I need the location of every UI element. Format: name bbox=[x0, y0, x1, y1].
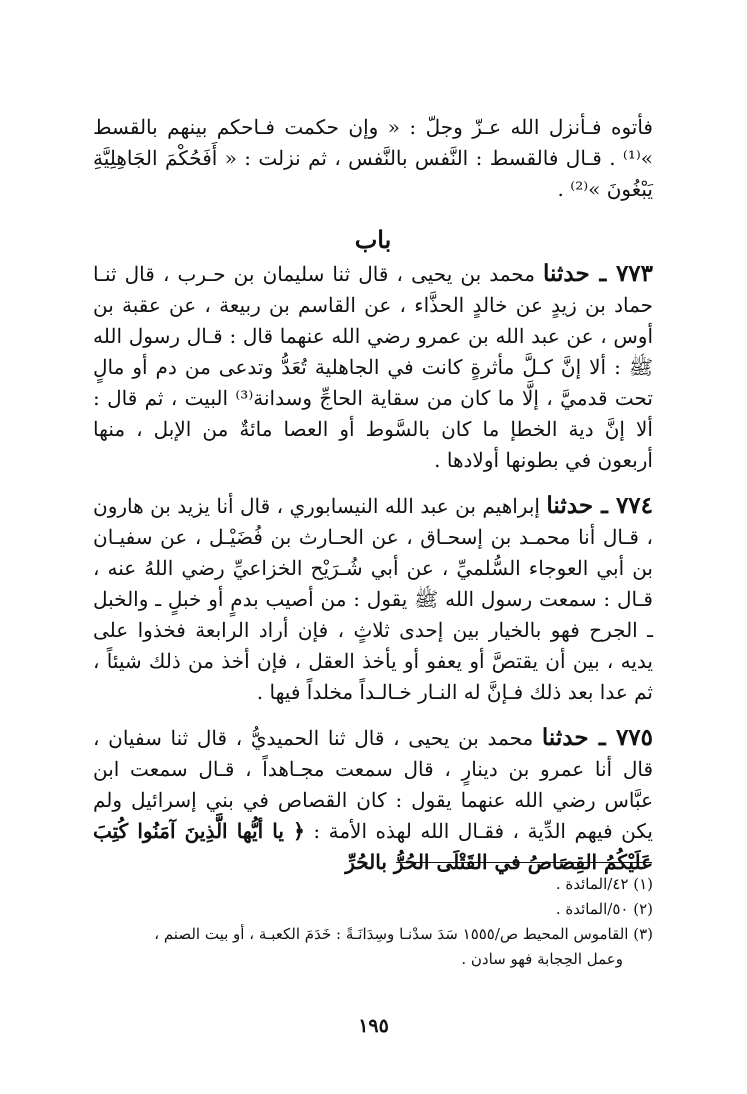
hadith-775-number: ٧٧٥ ـ حدثنا bbox=[541, 724, 653, 751]
hadith-774-text: إبراهيم بن عبد الله النيسابوري ، قال أنا يزيد بن هارون ، قـال أنا محمـد بن إسحـاق ، عن الحـارث بن فُضَيْـل ، عن سفيـان بن أبي العوجاء السُّلميِّ ، عن أبي شُـرَيْح الخزاعيِّ رضي اللهُ عنه ، قـال : سمعت رسول الله ﷺ يقول : من أصيب بدمٍ أو خبلٍ ـ والخبل ـ الجرح فهو بالخيار بين إحدى ثلاثٍ ، فإن أراد الرابعة فخذوا على يديه ، بين أن يقتصَّ أو يعفو أو يأخذ العقل ، فإن أخذ من ذلك شيئاً ، ثم عدا بعد ذلك فـإنَّ له النـار خـالـداً مخلداً فيها . bbox=[93, 494, 653, 704]
hadith-774 bbox=[93, 490, 653, 708]
intro-line-1: فأتوه فـأنزل الله عـزّ وجلّ : « وإن حكمت فـاحكم بينهم بالقسط »⁽¹⁾ . قـال bbox=[93, 115, 654, 170]
page-number: ١٩٥ bbox=[358, 1015, 389, 1037]
hadith-774-number: ٧٧٤ ـ حدثنا bbox=[546, 492, 654, 519]
intro-paragraph bbox=[93, 112, 653, 205]
footnote-3: (٣) القاموس المحيط ص/١٥٥٥ سَدَ سدْنـا وسِدَانَـةً : خَدَمَ الكعبـة ، أو بيت الصنم ، bbox=[154, 925, 653, 943]
intro-line-2: فالقسط : النَّفس بالنَّفس ، ثم نزلت : « أَفَحُكْمَ الجَاهِلِيَّةِ يَبْغُونَ »⁽²⁾ . bbox=[93, 146, 653, 201]
footnote-3-continuation: وعمل الحِجابة فهو سادن . bbox=[461, 950, 623, 968]
page-body bbox=[93, 112, 653, 878]
footnotes bbox=[93, 872, 653, 972]
hadith-775-text: محمد بن يحيى ، قال ثنا الحميديُّ ، قال ثنا سفيان ، قال أنا عمرو بن دينارٍ ، قال سمعت مجـاهداً ، قـال سمعت ابن عبَّاس رضي الله عنهما يقول : كان القصاص في بني إسرائيل ولم يكن فيهم الدِّية ، فقـال الله لهذه الأمة : bbox=[93, 726, 653, 843]
hadith-773 bbox=[93, 258, 653, 476]
footnote-2: (٢) ٥٠/المائدة . bbox=[555, 900, 653, 918]
footnote-separator bbox=[396, 862, 652, 863]
chapter-title: باب bbox=[354, 225, 392, 254]
footnote-1: (١) ٤٢/المائدة . bbox=[555, 875, 653, 893]
hadith-773-number: ٧٧٣ ـ حدثنا bbox=[543, 260, 653, 287]
hadith-773-text: محمد بن يحيى ، قال ثنا سليمان بن حـرب ، قال ثنـا حماد بن زيدٍ عن خالدٍ الحذَّاء ، عن القاسم بن ربيعة ، عن عقبة بن أوس ، عن عبد الله بن عمرو رضي الله عنهما قال : قـال رسول الله ﷺ : ألا إنَّ كـلَّ مأثرةٍ كانت في الجاهلية تُعَدُّ وتدعى من دم أو مالٍ تحت قدميَّ ، إلَّا ما كان من سقاية الحاجِّ وسدانة⁽³⁾ البيت ، ثم قال : ألا إنَّ دية الخطإ ما كان بالسَّوط أو العصا مائةٌ من الإبل ، منها أربعون في بطونها أولادها . bbox=[93, 262, 653, 472]
hadith-775 bbox=[93, 722, 653, 878]
hadith-775-quran-verse: ﴿ يا أيُّها الَّذِينَ آمَنُوا كُتِبَ عَلَيْكُمُ القِصَاصُ في القَتْلَى الحُرُّ بالحُرِّ bbox=[93, 819, 653, 874]
